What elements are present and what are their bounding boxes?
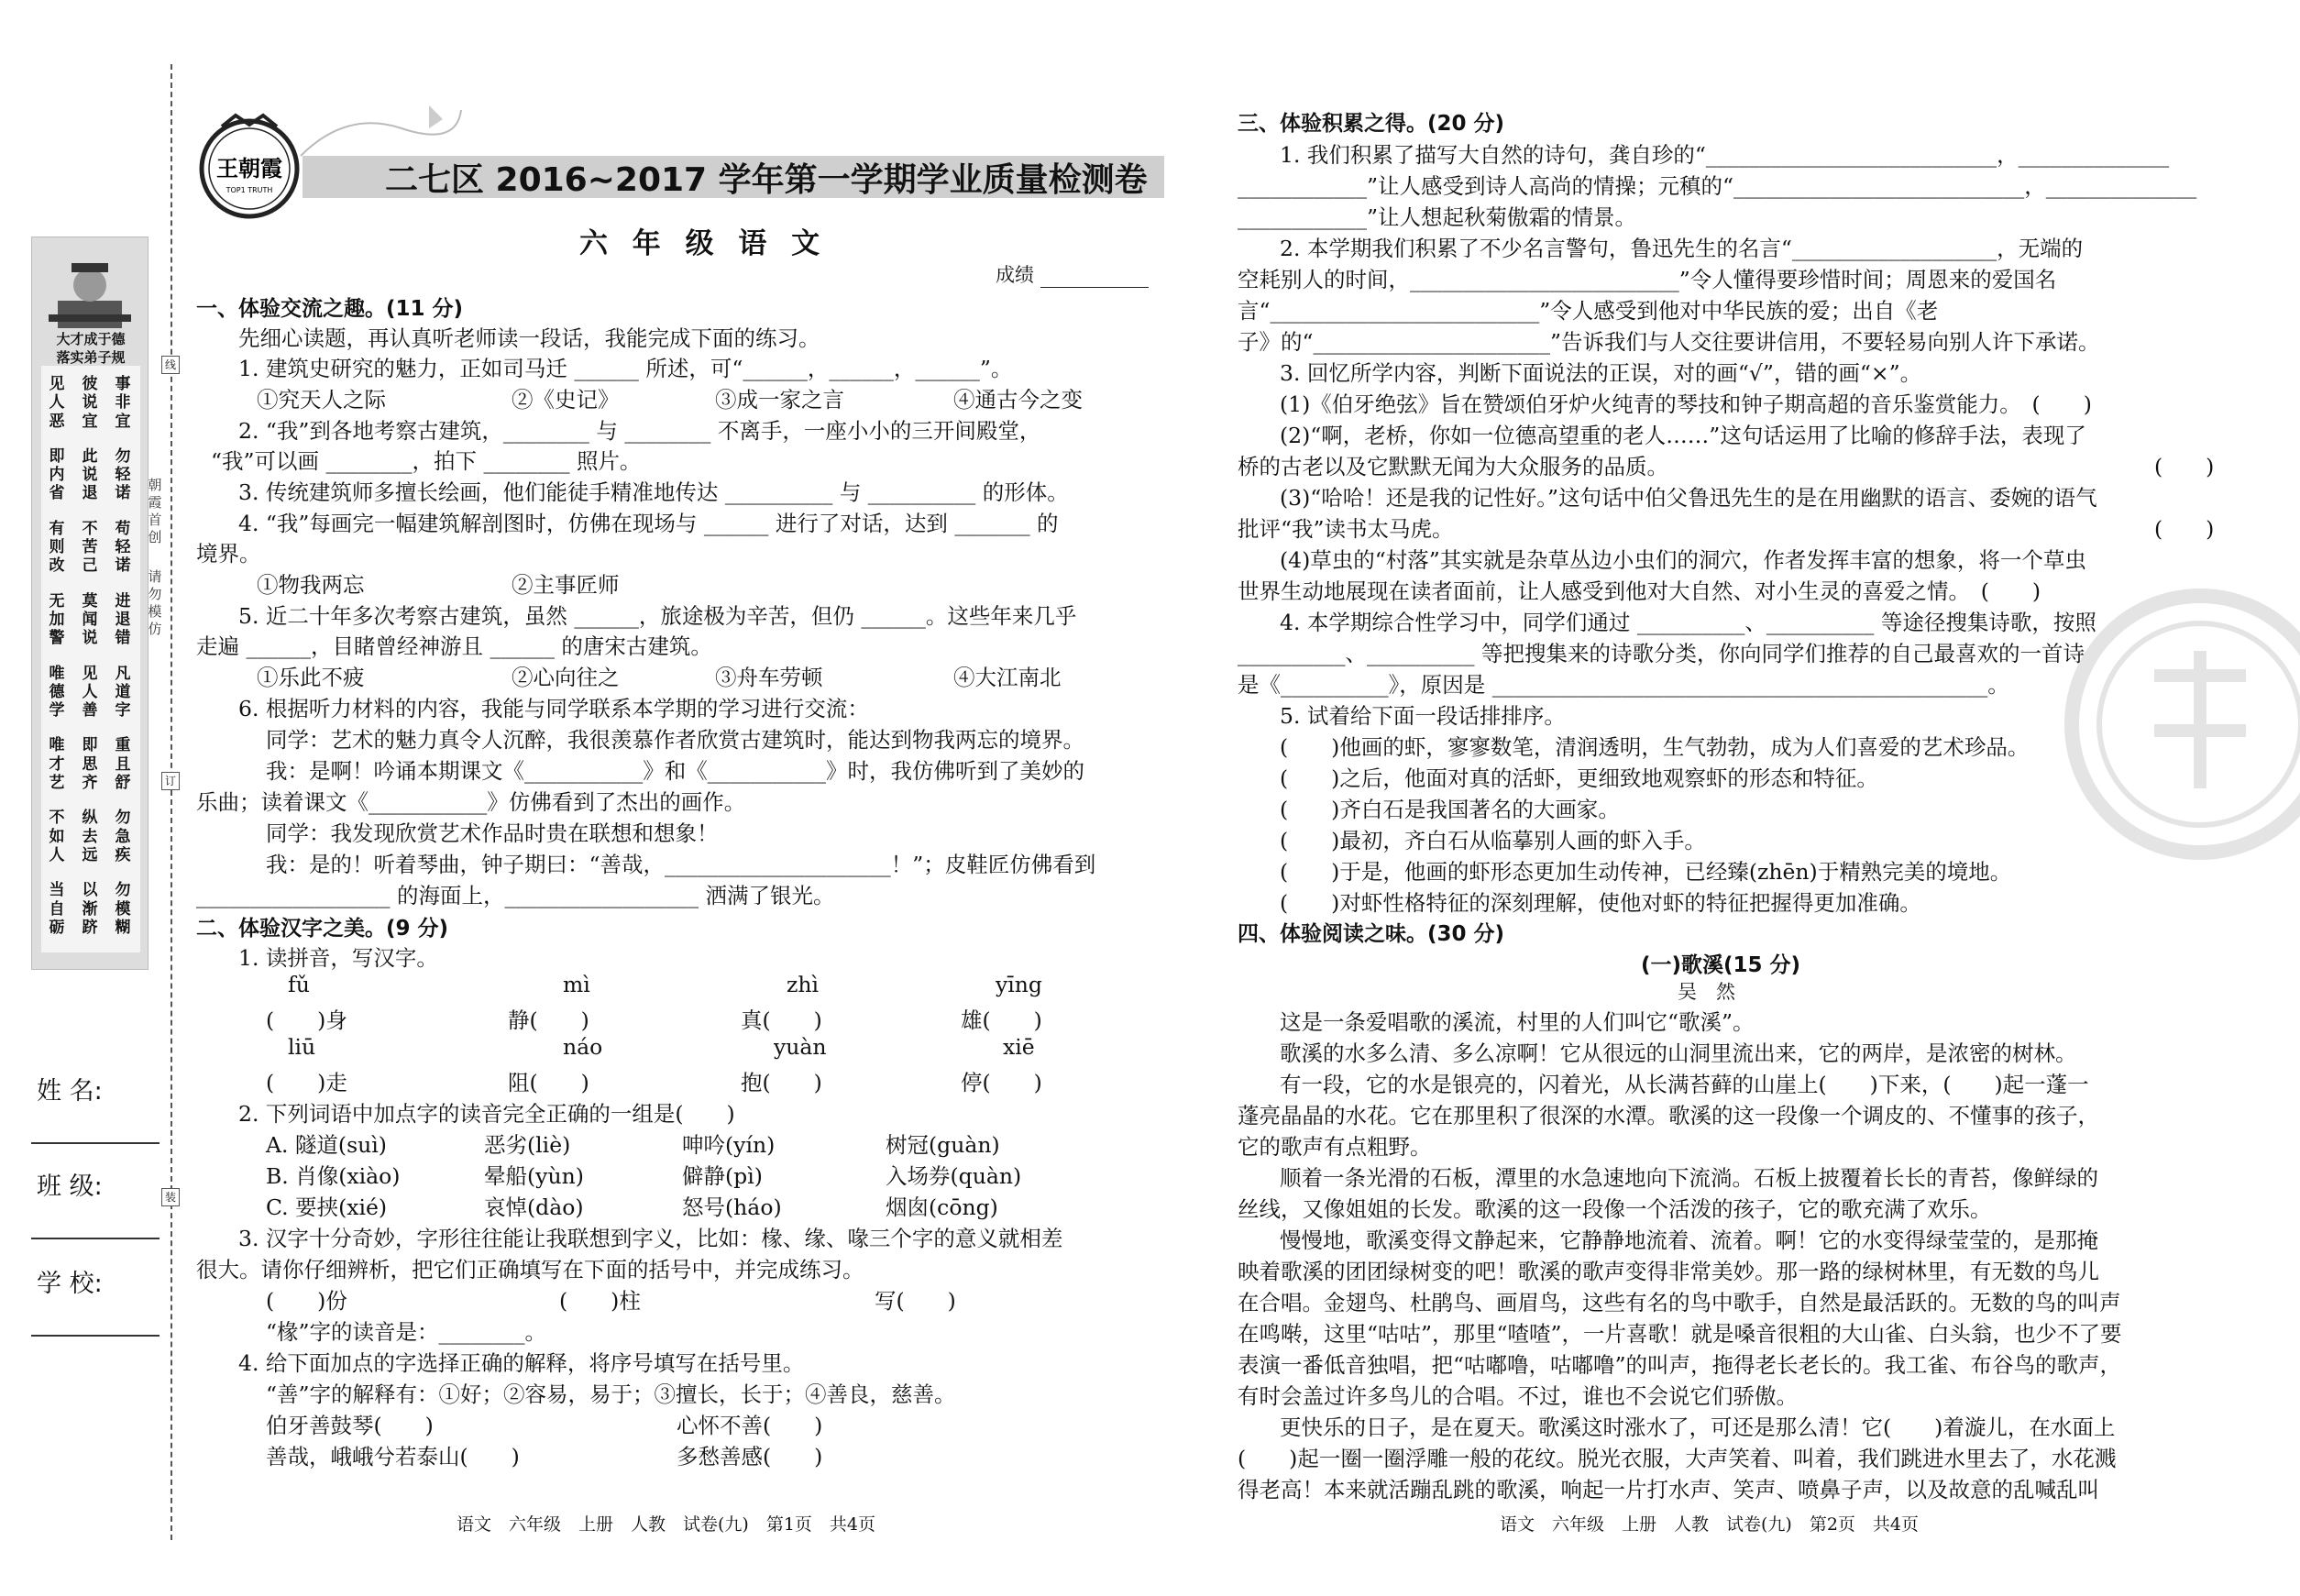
q2-text-b: “我”可以画 ________，拍下 ________ 照片。 <box>211 448 642 474</box>
s2-q4-text: 4. 给下面加点的字选择正确的解释，将序号填写在括号里。 <box>238 1350 805 1376</box>
q2-c-1: C. 要挟(xié) <box>266 1194 388 1220</box>
s2-q3-text-a: 3. 汉字十分奇妙，字形往往能让我联想到字义，比如：椽、缘、喙三个字的意义就相差 <box>238 1226 1063 1251</box>
motto-phrase: 彼 说 宜 <box>82 375 98 431</box>
judge-2a: (2)“啊，老桥，你如一位德高望重的老人……”这句话运用了比喻的修辞手法，表现了 <box>1280 423 2086 448</box>
passage-p3c: 它的歌声有点粗野。 <box>1238 1134 1432 1160</box>
pinyin-xie: xiē <box>1003 1034 1035 1060</box>
q2-a-2: 恶劣(liè) <box>484 1132 571 1158</box>
judge-2-blank[interactable]: ( ) <box>2154 454 2215 479</box>
logo-text: 王朝霞 <box>216 155 282 182</box>
class-line[interactable] <box>31 1238 160 1239</box>
passage-p5a: 慢慢地，歌溪变得文静起来，它静静地流着、流着。啊！它的水变得绿莹莹的，是那掩 <box>1280 1227 2098 1253</box>
q5-text-b: 走遍 ______，目睹曾经神游且 ______ 的唐宋古建筑。 <box>196 633 712 659</box>
score-blank[interactable] <box>1040 268 1149 288</box>
s3-line-8: 3. 回忆所学内容，判断下面说法的正误，对的画“√”，错的画“×”。 <box>1280 360 1922 386</box>
q5-text-a: 5. 近二十年多次考察古建筑，虽然 ______，旅途极为辛苦，但仍 ______。这些年来几乎 <box>238 603 1077 629</box>
scholar-portrait-icon <box>49 250 131 333</box>
motto-phrase: 苟 轻 诺 <box>115 519 131 576</box>
watermark-seal-icon <box>2063 587 2300 862</box>
q3-blank-1[interactable]: ( )份 <box>266 1288 347 1314</box>
q2-b-2: 晕船(yùn) <box>484 1163 584 1189</box>
motto-line-1: 大才成于德 <box>56 331 126 347</box>
pinyin-ying: yīng <box>996 972 1042 997</box>
motto-phrase: 进 退 错 <box>115 591 131 648</box>
s3-line-3: ____________”让人想起秋菊傲霜的情景。 <box>1238 204 1637 230</box>
motto-phrase: 勿 轻 诺 <box>115 446 131 503</box>
exam-subtitle: 六 年 级 语 文 <box>579 227 828 260</box>
motto-phrase: 唯 才 艺 <box>49 736 65 793</box>
q4-option-2: ②主事匠师 <box>512 572 620 598</box>
order-6: ( )对虾性格特征的深刻理解，使他对虾的特征把握得更加准确。 <box>1280 890 1921 916</box>
motto-phrase: 见 人 恶 <box>49 375 65 431</box>
section-3-title: 三、体验积累之得。(20 分) <box>1238 112 1505 136</box>
motto-phrase: 勿 急 疾 <box>115 809 131 864</box>
passage-p6a: 更快乐的日子，是在夏天。歌溪这时涨水了，可还是那么清！它( )着漩儿，在水面上 <box>1280 1414 2116 1440</box>
vertical-note-1: 朝 霞 首 创 <box>148 477 162 545</box>
q3-blank-2[interactable]: ( )柱 <box>559 1288 641 1314</box>
q5-option-2: ②心向往之 <box>512 665 620 690</box>
logo-seal-icon <box>194 112 304 222</box>
char-blank-8[interactable]: 停( ) <box>961 1070 1042 1095</box>
motto-column-3 <box>113 375 133 953</box>
s1-intro: 先细心读题，再认真听老师读一段话，我能完成下面的练习。 <box>238 325 820 351</box>
school-line[interactable] <box>31 1335 160 1337</box>
q2-b-1: B. 肖像(xiào) <box>266 1163 401 1189</box>
vertical-note-2: 请 勿 模 仿 <box>148 568 162 637</box>
section-4-title: 四、体验阅读之味。(30 分) <box>1238 922 1505 946</box>
binding-line <box>171 64 172 1540</box>
passage-title: (一)歌溪(15 分) <box>1641 953 1801 977</box>
pinyin-liu: liū <box>288 1034 316 1060</box>
q5-option-4: ④大江南北 <box>953 665 1062 690</box>
char-blank-6[interactable]: 阻( ) <box>508 1070 589 1095</box>
motto-phrase: 无 加 警 <box>49 591 65 648</box>
q2-a-1: A. 隧道(suì) <box>266 1132 387 1158</box>
q6-line-1: 同学：艺术的魅力真令人沉醉，我很羡慕作者欣赏古建筑时，能达到物我两忘的境界。 <box>266 727 1084 753</box>
char-blank-3[interactable]: 真( ) <box>741 1007 822 1033</box>
motto-phrase: 不 如 人 <box>49 809 65 864</box>
q6-line-4: 同学：我发现欣赏艺术作品时贵在联想和想象！ <box>266 820 719 846</box>
q6-line-3: 乐曲；读着课文《___________》仿佛看到了杰出的画作。 <box>196 789 746 815</box>
q5-option-3: ③舟车劳顿 <box>715 665 823 690</box>
q4-text-a: 4. “我”每画完一幅建筑解剖图时，仿佛在现场与 ______ 进行了对话，达到 _______ 的 <box>238 511 1059 536</box>
motto-phrase: 事 非 宜 <box>115 375 131 431</box>
motto-phrase: 有 则 改 <box>49 519 65 576</box>
q3-text: 3. 传统建筑师多擅长绘画，他们能徒手精准地传达 __________ 与 __________ 的形体。 <box>238 479 1069 505</box>
section-1-title: 一、体验交流之趣。(11 分) <box>196 297 464 321</box>
passage-p5e: 表演一番低音独唱，把“咕嘟噜，咕嘟噜”的叫声，拖得老长老长的。我工雀、布谷鸟的歌声， <box>1238 1352 2122 1378</box>
s3-line-4: 2. 本学期我们积累了不少名言警句，鲁迅先生的名言“___________________，无端的 <box>1280 236 2084 261</box>
q4-item-4[interactable]: 多愁善感( ) <box>677 1444 823 1469</box>
char-blank-2[interactable]: 静( ) <box>508 1007 589 1033</box>
passage-p1: 这是一条爱唱歌的溪流，村里的人们叫它“歌溪”。 <box>1280 1009 1755 1035</box>
order-3: ( )齐白石是我国著名的大画家。 <box>1280 797 1620 822</box>
motto-phrase: 不 苦 己 <box>82 519 98 576</box>
judge-3b: 批评“我”读书太马虎。 <box>1238 516 1454 542</box>
order-2: ( )之后，他面对真的活虾，更细致地观察虾的形态和特征。 <box>1280 765 1878 791</box>
passage-p4b: 丝线，又像姐姐的长发。歌溪的这一段像一个活泼的孩子，它的歌充满了欢乐。 <box>1238 1196 1992 1222</box>
order-4: ( )最初，齐白石从临摹别人画的虾入手。 <box>1280 828 1706 853</box>
q2-b-3: 僻静(pì) <box>682 1163 763 1189</box>
page-1-footer: 语文 六年级 上册 人教 试卷(九) 第1页 共4页 <box>457 1514 876 1535</box>
name-line[interactable] <box>31 1142 160 1144</box>
passage-author: 吴 然 <box>1678 981 1735 1003</box>
motto-phrase: 以 渐 跻 <box>82 881 98 937</box>
s3-q4-line-3: 是《__________》，原因是 ______________________________________________。 <box>1238 672 2009 698</box>
q4-option-1: ①物我两忘 <box>257 572 365 598</box>
motto-column-2 <box>80 375 100 953</box>
exam-title: 二七区 2016~2017 学年第一学期学业质量检测卷 <box>385 161 1148 199</box>
motto-phrase: 见 人 善 <box>82 664 98 721</box>
pinyin-mi: mì <box>563 972 590 997</box>
logo-subtext: TOP1 TRUTH <box>226 186 273 194</box>
page-2-footer: 语文 六年级 上册 人教 试卷(九) 第2页 共4页 <box>1500 1514 1920 1535</box>
passage-p4a: 顺着一条光滑的石板，潭里的水急速地向下流淌。石板上披覆着长长的青苔，像鲜绿的 <box>1280 1165 2098 1191</box>
pinyin-zhi: zhì <box>787 972 820 997</box>
s3-q4-line-1: 4. 本学期综合性学习中，同学们通过 __________、__________ 等途径搜集诗歌，按照 <box>1280 610 2096 635</box>
q1-option-2: ②《史记》 <box>512 387 620 413</box>
s2-q2-text: 2. 下列词语中加点字的读音完全正确的一组是( ) <box>238 1101 735 1127</box>
q6-text: 6. 根据听力材料的内容，我能与同学联系本学期的学习进行交流： <box>238 696 869 721</box>
motto-phrase: 即 思 齐 <box>82 736 98 793</box>
motto-phrase: 当 自 砺 <box>49 881 65 937</box>
judge-4b: 世界生动地展现在读者面前，让人感受到他对大自然、对小生灵的喜爱之情。 ( ) <box>1238 578 2041 604</box>
passage-p5f: 有时会盖过许多鸟儿的合唱。不过，谁也不会说它们骄傲。 <box>1238 1383 1798 1409</box>
motto-phrase: 即 内 省 <box>49 446 65 503</box>
s2-q1-text: 1. 读拼音，写汉字。 <box>238 945 438 971</box>
passage-p5c: 在合唱。金翅鸟、杜鹃鸟、画眉鸟，这些有名的鸟中歌手，自然是最活跃的。无数的鸟的叫声 <box>1238 1290 2121 1315</box>
binding-mark-bind: 装 <box>161 1188 180 1206</box>
score-field[interactable] <box>996 260 1149 288</box>
q2-text-a: 2. “我”到各地考察古建筑，________ 与 ________ 不离手，一座小小的三开间殿堂， <box>238 418 1041 444</box>
q1-option-4: ④通古今之变 <box>953 387 1083 413</box>
q4-definitions: “善”字的解释有：①好；②容易，易于；③擅长，长于；④善良，慈善。 <box>266 1381 956 1407</box>
q2-a-3: 呻吟(yín) <box>682 1132 776 1158</box>
passage-p3b: 蓬亮晶晶的水花。它在那里积了很深的水潭。歌溪的这一段像一个调皮的、不懂事的孩子， <box>1238 1103 2099 1128</box>
s3-q5-text: 5. 试着给下面一段话排排序。 <box>1280 703 1566 729</box>
motto-phrase: 此 说 退 <box>82 446 98 503</box>
pinyin-fu: fǔ <box>288 972 310 997</box>
q2-c-4: 烟囱(cōng) <box>886 1194 998 1220</box>
motto-column-1 <box>47 375 67 953</box>
motto-phrase: 凡 道 字 <box>115 664 131 721</box>
passage-p3a: 有一段，它的水是银亮的，闪着光，从长满苔藓的山崖上( )下来，( )起一蓬一 <box>1280 1072 2089 1097</box>
section-2-title: 二、体验汉字之美。(9 分) <box>196 917 449 941</box>
q4-item-2[interactable]: 心怀不善( ) <box>677 1413 823 1438</box>
school-label: 学 校: <box>37 1270 103 1298</box>
motto-phrase: 莫 闻 说 <box>82 591 98 648</box>
binding-mark-line: 线 <box>161 356 180 374</box>
binding-mark-order: 订 <box>161 772 180 790</box>
motto-phrase: 重 且 舒 <box>115 736 131 793</box>
char-blank-7[interactable]: 抱( ) <box>741 1070 822 1095</box>
name-label: 姓 名: <box>37 1077 103 1106</box>
q1-text: 1. 建筑史研究的魅力，正如司马迁 ______ 所述，可“______，______，______”。 <box>238 356 1013 381</box>
s2-q3-text-b: 很大。请你仔细辨析，把它们正确填写在下面的括号中，并完成练习。 <box>196 1257 864 1282</box>
char-blank-5[interactable]: ( )走 <box>266 1070 347 1095</box>
s3-line-2: ____________”让人感受到诗人高尚的情操；元稹的“___________________________，______________ <box>1238 173 2197 199</box>
class-label: 班 级: <box>37 1172 103 1201</box>
judge-3a: (3)“哈哈！还是我的记性好。”这句话中伯父鲁迅先生的是在用幽默的语言、委婉的语气 <box>1280 485 2097 511</box>
passage-p6c: 得老高！本来就活蹦乱跳的歌溪，响起一片打水声、笑声、喷鼻子声，以及故意的乱喊乱叫 <box>1238 1477 2099 1502</box>
passage-p2: 歌溪的水多么清、多么凉啊！它从很远的山洞里流出来，它的两岸，是浓密的树林。 <box>1280 1040 2077 1066</box>
q2-c-3: 怒号(háo) <box>682 1194 782 1220</box>
q2-b-4: 入场券(quàn) <box>886 1163 1022 1189</box>
q1-option-1: ①究天人之际 <box>257 387 386 413</box>
q4-item-3[interactable]: 善哉，峨峨兮若泰山( ) <box>266 1444 520 1469</box>
judge-1: (1)《伯牙绝弦》旨在赞颂伯牙炉火纯青的琴技和钟子期高超的音乐鉴赏能力。 ( ) <box>1280 391 2092 417</box>
s3-line-7: 子》的“______________________”告诉我们与人交往要讲信用，不要轻易向别人许下承诺。 <box>1238 329 2100 355</box>
motto-phrase: 纵 去 远 <box>82 809 98 864</box>
q1-option-3: ③成一家之言 <box>715 387 844 413</box>
s3-line-5: 空耗别人的时间，_________________________”令人懂得要珍惜时间；周恩来的爱国名 <box>1238 267 2057 292</box>
char-blank-1[interactable]: ( )身 <box>266 1007 347 1033</box>
q2-a-4: 树冠(guàn) <box>886 1132 1000 1158</box>
order-1: ( )他画的虾，寥寥数笔，清润透明，生气勃勃，成为人们喜爱的艺术珍品。 <box>1280 734 2030 760</box>
judge-4a: (4)草虫的“村落”其实就是杂草丛边小虫们的洞穴，作者发挥丰富的想象，将一个草虫 <box>1280 547 2086 573</box>
motto-sidebar <box>31 237 149 970</box>
q6-line-6: __________________ 的海面上，__________________ 洒满了银光。 <box>196 883 835 908</box>
q6-line-5: 我：是的！听着琴曲，钟子期曰：“善哉，_____________________！”；皮鞋匠仿佛看到 <box>266 852 1096 877</box>
motto-phrase: 唯 德 学 <box>49 664 65 721</box>
pinyin-yuan: yuàn <box>774 1034 827 1060</box>
motto-phrase: 勿 模 糊 <box>115 881 131 937</box>
s3-line-6: 言“_________________________”令人感受到他对中华民族的爱；出自《老 <box>1238 298 1939 324</box>
s3-q4-line-2: __________、__________ 等把搜集来的诗歌分类，你向同学们推荐的自己最喜欢的一首诗 <box>1238 641 2085 666</box>
q6-line-2: 我：是啊！吟诵本期课文《___________》和《___________》时，我仿佛听到了美妙的 <box>266 758 1084 784</box>
q3-blank-3[interactable]: 写( ) <box>875 1288 956 1314</box>
char-blank-4[interactable]: 雄( ) <box>961 1007 1042 1033</box>
q5-option-1: ①乐此不疲 <box>257 665 365 690</box>
passage-p5d: 在鸣啭，这里“咕咕”，那里“喳喳”，一片喜歌！就是嗓音很粗的大山雀、白头翁，也少不了要 <box>1238 1321 2122 1347</box>
order-5: ( )于是，他画的虾形态更加生动传神，已经臻(zhēn)于精熟完美的境地。 <box>1280 859 2012 885</box>
q4-item-1[interactable]: 伯牙善鼓琴( ) <box>266 1413 434 1438</box>
s3-line-1: 1. 我们积累了描写大自然的诗句，龚自珍的“___________________________，______________ <box>1280 142 2170 168</box>
motto-panel <box>41 366 140 952</box>
judge-2b: 桥的古老以及它默默无闻为大众服务的品质。 <box>1238 454 1668 479</box>
q3-note: “椽”字的读音是：________。 <box>266 1319 547 1345</box>
motto-line-2: 落实弟子规 <box>56 349 126 366</box>
passage-p6b: ( )起一圈一圈浮雕一般的花纹。脱光衣服，大声笑着、叫着，我们跳进水里去了，水花溅 <box>1238 1446 2117 1471</box>
q2-c-2: 哀悼(dào) <box>484 1194 584 1220</box>
pinyin-nao: náo <box>563 1034 603 1060</box>
passage-p5b: 映着歌溪的团团绿树变的吧！歌溪的歌声变得非常美妙。那一路的绿树林里，有无数的鸟儿 <box>1238 1259 2099 1284</box>
judge-3-blank[interactable]: ( ) <box>2154 516 2215 542</box>
q4-text-b: 境界。 <box>196 541 261 567</box>
score-label: 成绩 <box>996 264 1034 286</box>
